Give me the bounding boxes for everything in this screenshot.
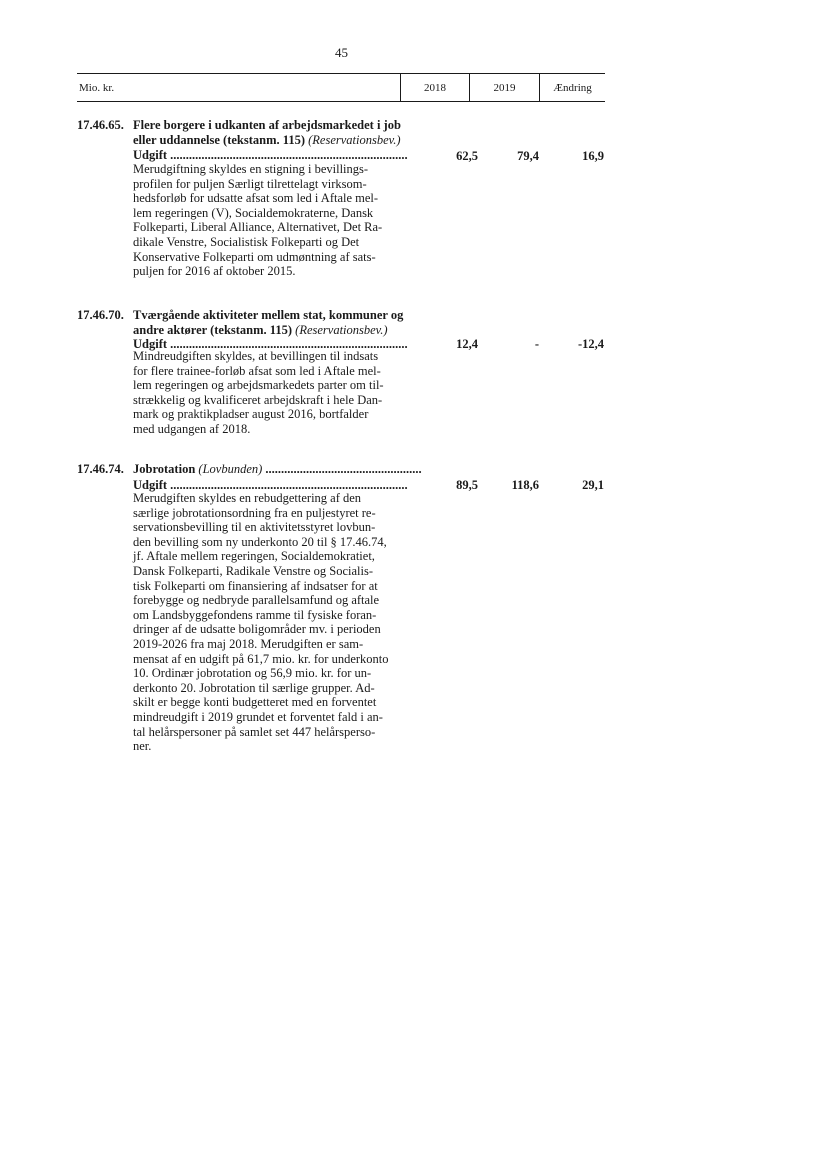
text-line: servationsbevilling til en aktivitetsstyret lovbun- bbox=[133, 520, 376, 535]
text-line: jf. Aftale mellem regeringen, Socialdemokratiet, bbox=[133, 549, 375, 564]
section-title: Jobrotation (Lovbunden) .................................................. bbox=[133, 462, 422, 476]
value-2019: 79,4 bbox=[517, 149, 539, 163]
text-line: tal helårspersoner på samlet set 447 helårsperso- bbox=[133, 724, 376, 739]
udgift-row-label: Udgift ............................................................................ bbox=[133, 337, 408, 351]
section-title bbox=[133, 308, 423, 338]
text-line: ner. bbox=[133, 739, 152, 754]
header-bottom-rule bbox=[77, 101, 605, 102]
value-change: -12,4 bbox=[577, 337, 604, 351]
value-2018: 12,4 bbox=[456, 337, 478, 351]
header-change: Ændring bbox=[553, 82, 592, 94]
udgift-label: Udgift bbox=[133, 337, 168, 351]
text-line: puljen for 2016 af oktober 2015. bbox=[133, 264, 296, 279]
value-2018: 62,5 bbox=[456, 149, 478, 163]
title-line: Flere borgere i udkanten af arbejdsmarkedet i job bbox=[133, 118, 401, 132]
value-change: 16,9 bbox=[582, 149, 604, 163]
section-title bbox=[133, 118, 423, 148]
udgift-row-label: Udgift ............................................................................ bbox=[133, 478, 408, 492]
header-top-rule bbox=[77, 73, 605, 74]
section-text bbox=[133, 162, 405, 279]
text-line: lem regeringen og arbejdsmarkedets parter om til- bbox=[133, 378, 384, 393]
section-text bbox=[133, 491, 405, 754]
text-line: hedsforløb for udsatte afsat som led i Aftale mel- bbox=[133, 191, 379, 206]
text-line: lem regeringen (V), Socialdemokraterne, Dansk bbox=[133, 205, 374, 220]
value-2019: 118,6 bbox=[511, 478, 539, 492]
value-2019: - bbox=[534, 337, 539, 351]
text-line: 10. Ordinær jobrotation og 56,9 mio. kr. for un- bbox=[133, 666, 372, 681]
header-unit: Mio. kr. bbox=[79, 82, 115, 94]
value-change: 29,1 bbox=[582, 478, 604, 492]
text-line: strækkelig og kvalificeret arbejdskraft i hele Dan- bbox=[133, 392, 383, 407]
text-line: mark og praktikpladser august 2016, bortfalder bbox=[133, 407, 369, 422]
budget-type: (Reservationsbev.) bbox=[308, 133, 401, 147]
text-line: dringer af de udsatte boligområder mv. i perioden bbox=[133, 622, 381, 637]
page-number: 45 bbox=[335, 45, 348, 60]
budget-type: (Lovbunden) bbox=[198, 462, 263, 476]
text-line: den bevilling som ny underkonto 20 til § 17.46.74, bbox=[133, 534, 387, 549]
section-number: 17.46.74. bbox=[77, 462, 124, 476]
text-line: med udgangen af 2018. bbox=[133, 421, 251, 436]
text-line: derkonto 20. Jobrotation til særlige grupper. Ad- bbox=[133, 680, 375, 695]
udgift-row-label: Udgift ............................................................................ bbox=[133, 148, 408, 162]
text-line: Dansk Folkeparti, Radikale Venstre og Socialis- bbox=[133, 563, 374, 578]
section-text bbox=[133, 349, 405, 437]
title-line: Tværgående aktiviteter mellem stat, kommuner og bbox=[133, 308, 404, 322]
text-line: Mindreudgiften skyldes, at bevillingen til indsats bbox=[133, 349, 379, 363]
udgift-label: Udgift bbox=[133, 148, 168, 162]
text-line: skilt er begge konti budgetteret med en forventet bbox=[133, 695, 377, 710]
section-number: 17.46.65. bbox=[77, 118, 124, 132]
text-line: profilen for puljen Særligt tilrettelagt virksom- bbox=[133, 176, 367, 191]
text-line: Folkeparti, Liberal Alliance, Alternativet, Det Ra- bbox=[133, 220, 383, 235]
value-2018: 89,5 bbox=[456, 478, 478, 492]
title-line bbox=[133, 133, 423, 148]
text-line: om Landsbyggefondens ramme til fysiske foran- bbox=[133, 607, 377, 622]
title-bold: Jobrotation bbox=[133, 462, 196, 476]
title-bold: andre aktører (tekstanm. 115) bbox=[133, 323, 293, 337]
text-line: 2019-2026 fra maj 2018. Merudgiften er sam- bbox=[133, 636, 364, 651]
title-line bbox=[133, 323, 423, 338]
text-line: for flere trainee-forløb afsat som led i Aftale mel- bbox=[133, 363, 381, 378]
text-line: tisk Folkeparti om finansiering af indsatser for at bbox=[133, 578, 378, 593]
text-line: mindreudgift i 2019 grundet et forventet fald i an- bbox=[133, 709, 383, 724]
budget-type: (Reservationsbev.) bbox=[295, 323, 388, 337]
section-number: 17.46.70. bbox=[77, 308, 124, 322]
title-bold: eller uddannelse (tekstanm. 115) bbox=[133, 133, 305, 147]
text-line: Konservative Folkeparti om udmøntning af sats- bbox=[133, 249, 376, 264]
text-line: Merudgiften skyldes en rebudgettering af den bbox=[133, 491, 362, 505]
header-2019: 2019 bbox=[493, 82, 516, 94]
header-2018: 2018 bbox=[424, 82, 446, 94]
text-line: mensat af en udgift på 61,7 mio. kr. for underkonto bbox=[133, 651, 389, 666]
text-line: forebygge og nedbryde parallelsamfund og aftale bbox=[133, 593, 380, 608]
udgift-label: Udgift bbox=[133, 478, 168, 492]
text-line: særlige jobrotationsordning fra en puljestyret re- bbox=[133, 505, 376, 520]
text-line: dikale Venstre, Socialistisk Folkeparti og Det bbox=[133, 234, 360, 249]
text-line: Merudgiftning skyldes en stigning i bevillings- bbox=[133, 162, 369, 176]
